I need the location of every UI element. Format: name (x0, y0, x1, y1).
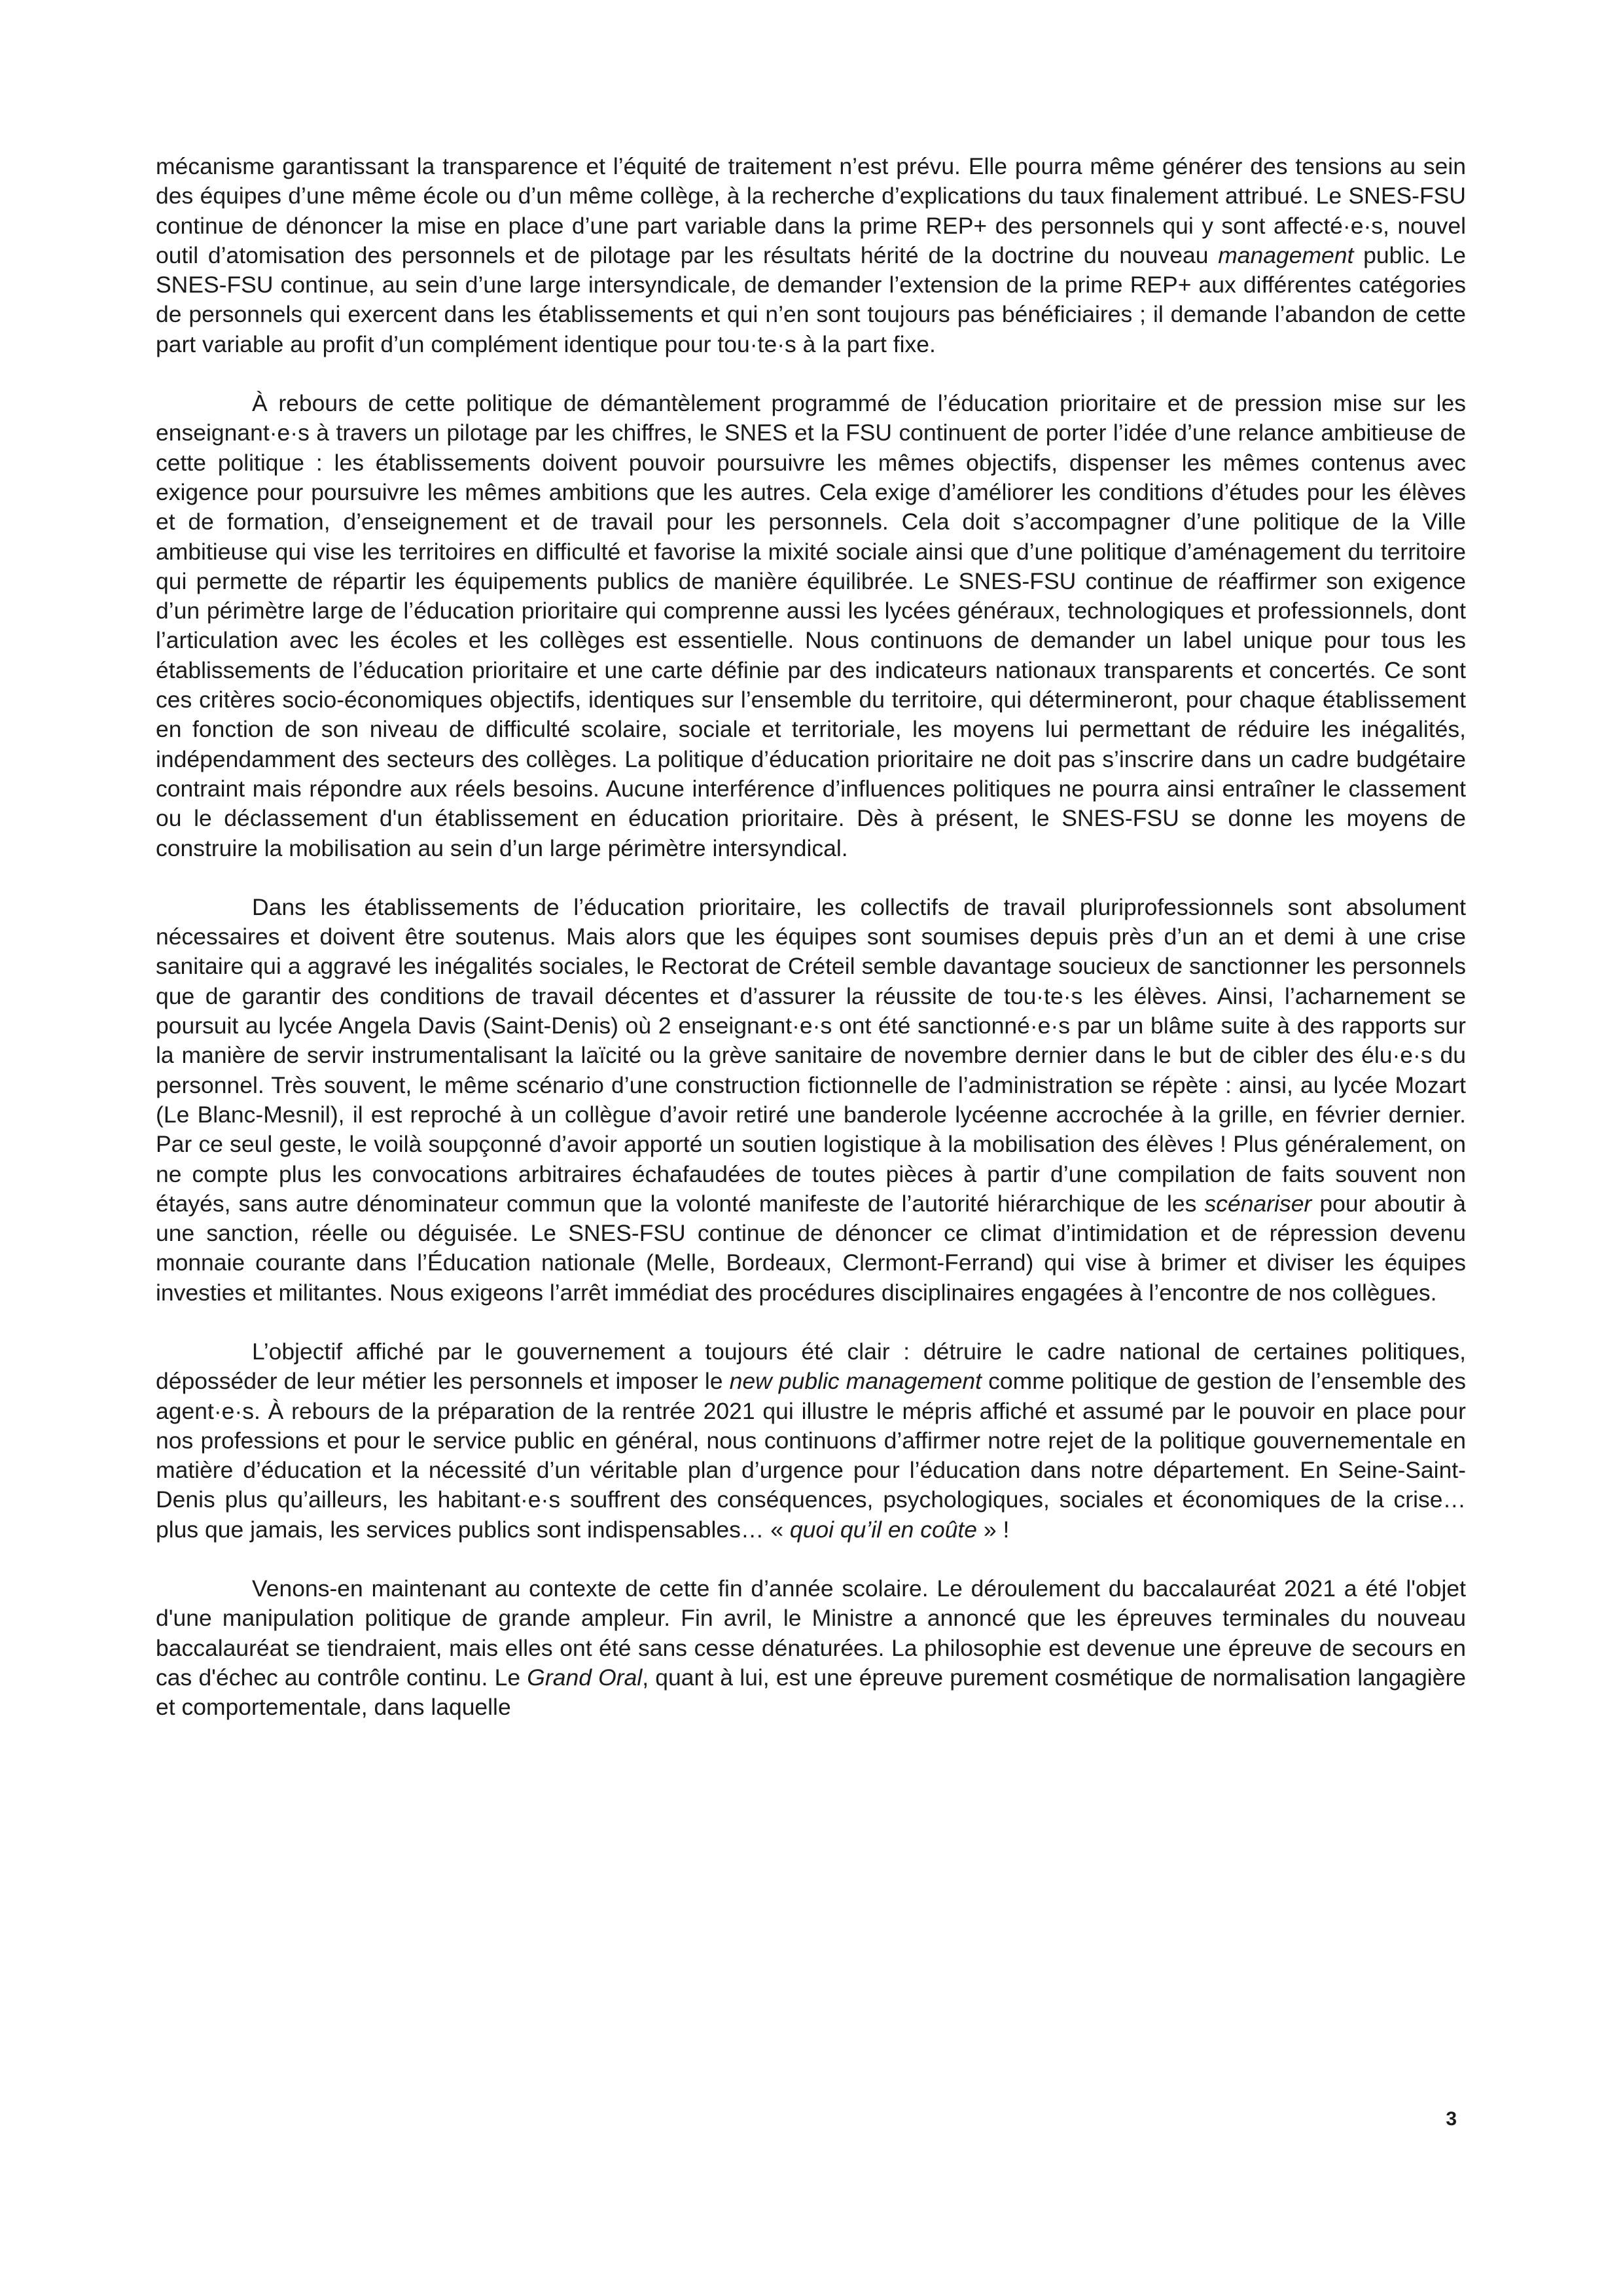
text-run: À rebours de cette politique de démantèlement programmé de l’éducation prioritaire et de pression mise sur les enseignant·e·s à travers un pilotage par les chiffres, le SNES et la FSU continuent de porter l’idée d’une relance ambitieuse de cette politique : les établissements doivent pouvoir poursuivre les mêmes objectifs, dispenser les mêmes contenus avec exigence pour poursuivre les mêmes ambitions que les autres. Cela exige d’améliorer les conditions d’études pour les élèves et de formation, d’enseignement et de travail pour les personnels. Cela doit s’accompagner d’une politique de la Ville ambitieuse qui vise les territoires en difficulté et favorise la mixité sociale ainsi que d’une politique d’aménagement du territoire qui permette de répartir les équipements publics de manière équilibrée. Le SNES-FSU continue de réaffirmer son exigence d’un périmètre large de l’éducation prioritaire qui comprenne aussi les lycées généraux, technologiques et professionnels, dont l’articulation avec les écoles et les collèges est essentielle. Nous continuons de demander un label unique pour tous les établissements de l’éducation prioritaire et une carte définie par des indicateurs nationaux transparents et concertés. Ce sont ces critères socio-économiques objectifs, identiques sur l’ensemble du territoire, qui détermineront, pour chaque établissement en fonction de son niveau de difficulté scolaire, sociale et territoriale, les moyens lui permettant de réduire les inégalités, indépendamment des secteurs des collèges. La politique d’éducation prioritaire ne doit pas s’inscrire dans un cadre budgétaire contraint mais répondre aux réels besoins. Aucune interférence d’influences politiques ne pourra ainsi entraîner le classement ou le déclassement d'un établissement en éducation prioritaire. Dès à présent, le SNES-FSU se donne les moyens de construire la mobilisation au sein d’un large périmètre intersyndical. (156, 390, 1466, 861)
text-run: comme politique de gestion de l’ensemble des agent·e·s. À rebours de la préparation de la rentrée 2021 qui illustre le mépris affiché et assumé par le pouvoir en place pour nos professions et pour le service public en général, nous continuons d’affirmer notre rejet de la politique gouvernementale en matière d’éducation et la nécessité d’un véritable plan d’urgence pour l’éducation dans notre département. En Seine-Saint-Denis plus qu’ailleurs, les habitant·e·s souffrent des conséquences, psychologiques, sociales et économiques de la crise… plus que jamais, les services publics sont indispensables… « (156, 1368, 1466, 1543)
text-run: public. Le SNES-FSU continue, au sein d’une large intersyndicale, de demander l’extension de la prime REP+ aux différentes catégories de personnels qui exercent dans les établissements et qui n’en sont toujours pas bénéficiaires ; il demande l’abandon de cette part variable au profit d’un complément identique pour tou·te·s à la part fixe. (156, 242, 1466, 357)
body-text (156, 152, 1466, 1723)
text-run: Venons-en maintenant au contexte de cette fin d’année scolaire. Le déroulement du baccalauréat 2021 a été l'objet d'une manipulation politique de grande ampleur. Fin avril, le Ministre a annoncé que les épreuves terminales du nouveau baccalauréat se tiendraient, mais elles ont été sans cesse dénaturées. La philosophie est devenue une épreuve de secours en cas d'échec au contrôle continu. Le (156, 1575, 1466, 1691)
paragraph (156, 893, 1466, 1308)
paragraph (156, 152, 1466, 359)
italic-run: management (1218, 242, 1354, 268)
paragraph (156, 1574, 1466, 1722)
text-run: » ! (977, 1516, 1010, 1543)
italic-run: scénariser (1204, 1190, 1312, 1217)
italic-run: quoi qu’il en coûte (789, 1516, 978, 1543)
paragraph (156, 389, 1466, 863)
text-run: pour aboutir à une sanction, réelle ou déguisée. Le SNES-FSU continue de dénoncer ce climat d’intimidation et de répression devenu monnaie courante dans l’Éducation nationale (Melle, Bordeaux, Clermont-Ferrand) qui vise à brimer et diviser les équipes investies et militantes. Nous exigeons l’arrêt immédiat des procédures disciplinaires engagées à l’encontre de nos collègues. (156, 1190, 1466, 1306)
italic-run: Grand Oral (527, 1664, 643, 1691)
text-run: L’objectif affiché par le gouvernement a toujours été clair : détruire le cadre national de certaines politiques, déposséder de leur métier les personnels et imposer le (156, 1338, 1466, 1395)
page-number: 3 (1446, 2108, 1457, 2130)
text-run: Dans les établissements de l’éducation prioritaire, les collectifs de travail pluriprofessionnels sont absolument nécessaires et doivent être soutenus. Mais alors que les équipes sont soumises depuis près d’un an et demi à une crise sanitaire qui a aggravé les inégalités sociales, le Rectorat de Créteil semble davantage soucieux de sanctionner les personnels que de garantir des conditions de travail décentes et d’assurer la réussite de tou·te·s les élèves. Ainsi, l’acharnement se poursuit au lycée Angela Davis (Saint-Denis) où 2 enseignant·e·s ont été sanctionné·e·s par un blâme suite à des rapports sur la manière de servir instrumentalisant la laïcité ou la grève sanitaire de novembre dernier dans le but de cibler des élu·e·s du personnel. Très souvent, le même scénario d’une construction fictionnelle de l’administration se répète : ainsi, au lycée Mozart (Le Blanc-Mesnil), il est reproché à un collègue d’avoir retiré une banderole lycéenne accrochée à la grille, en février dernier. Par ce seul geste, le voilà soupçonné d’avoir apporté un soutien logistique à la mobilisation des élèves ! Plus généralement, on ne compte plus les convocations arbitraires échafaudées de toutes pièces à partir d’une compilation de faits souvent non étayés, sans autre dénominateur commun que la volonté manifeste de l’autorité hiérarchique de les (156, 893, 1466, 1217)
paragraph (156, 1337, 1466, 1545)
text-run: , quant à lui, est une épreuve purement cosmétique de normalisation langagière et comportementale, dans laquelle (156, 1664, 1467, 1721)
italic-run: new public management (729, 1368, 982, 1395)
text-run: mécanisme garantissant la transparence et l’équité de traitement n’est prévu. Elle pourra même générer des tensions au sein des équipes d’une même école ou d’un même collège, à la recherche d’explications du taux finalement attribué. Le SNES-FSU continue de dénoncer la mise en place d’une part variable dans la prime REP+ des personnels qui y sont affecté·e·s, nouvel outil d’atomisation des personnels et de pilotage par les résultats hérité de la doctrine du nouveau (156, 153, 1466, 268)
